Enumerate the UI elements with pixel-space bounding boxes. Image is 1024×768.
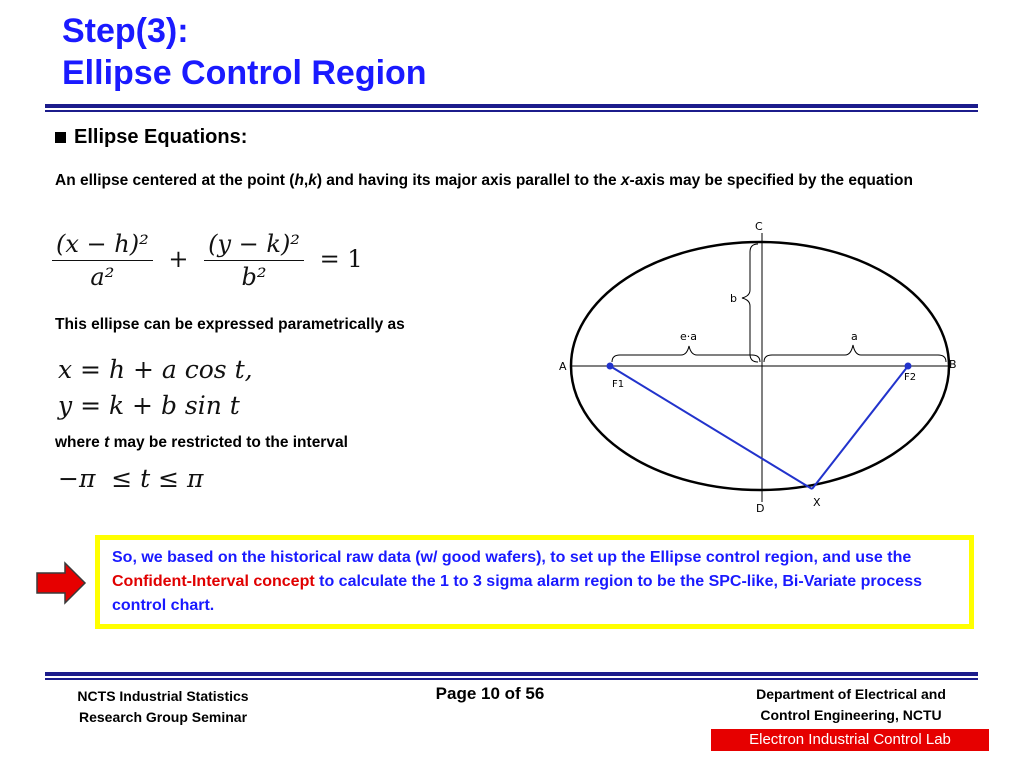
label-x: X [813,496,821,509]
footer-department: Department of Electrical and Control Engineering, NCTU [756,686,946,723]
line-f1-x [610,366,812,489]
label-f2: F2 [904,372,917,383]
label-a-length: a [851,330,858,343]
label-e-a: e·a [680,330,698,343]
brace-a [764,345,946,362]
interval-intro: where t may be restricted to the interval [55,434,348,451]
pointer-arrow-icon [35,561,87,605]
footer-divider [45,672,978,680]
callout-text: So, we based on the historical raw data (w/ good wafers), to set up the Ellipse control region, and use the Confident-Interval concept to calculate the 1 to 3 sigma alarm region to be the SPC-like, Bi-Variate process control chart. [112,549,922,614]
fraction-x: $\frac{\text{(x − h)²}}{\text{a²}}$ [52,230,153,291]
interval-expression: −π ≤ t ≤ π [58,464,204,493]
footer-seminar: NCTS Industrial Statistics Research Group Seminar [77,688,249,725]
page-number: Page 10 of 56 [435,684,545,703]
focus-f2-point [905,363,912,370]
ellipse-equation: $\frac{\text{(x − h)²}}{\text{a²}}$ + $\frac{\text{(y − k)²}}{\text{b²}}$ = 1 [52,230,363,291]
brace-e-a [612,346,760,362]
title-line-1: Step(3): [62,12,189,50]
parametric-x: x = h + a cos t, [58,355,253,384]
parametric-equations [58,352,253,424]
label-b-point: B [949,358,957,371]
label-b-length: b [730,292,737,305]
label-a-point: A [559,360,567,373]
header-divider [45,104,978,112]
fraction-y: $\frac{\text{(y − k)²}}{\text{b²}}$ [204,230,304,291]
ellipse-diagram [548,215,968,520]
section-heading-text: Ellipse Equations: [74,126,248,148]
focus-f1-point [607,363,614,370]
label-f1: F1 [612,379,625,390]
slide-title [62,10,427,94]
lab-badge: Electron Industrial Control Lab [711,729,989,751]
title-line-2: Ellipse Control Region [62,54,427,92]
parametric-y: y = k + b sin t [58,391,240,420]
square-bullet-icon [55,132,66,143]
callout-box [95,535,974,629]
label-c: C [755,220,763,233]
callout-highlight: Confident-Interval concept [112,573,315,590]
brace-b [742,244,758,362]
label-d: D [756,502,765,515]
parametric-intro: This ellipse can be expressed parametrically as [55,316,405,333]
intro-paragraph: An ellipse centered at the point (h,k) and having its major axis parallel to the x-axis may be specified by the equation [55,172,913,189]
section-heading [55,126,247,149]
